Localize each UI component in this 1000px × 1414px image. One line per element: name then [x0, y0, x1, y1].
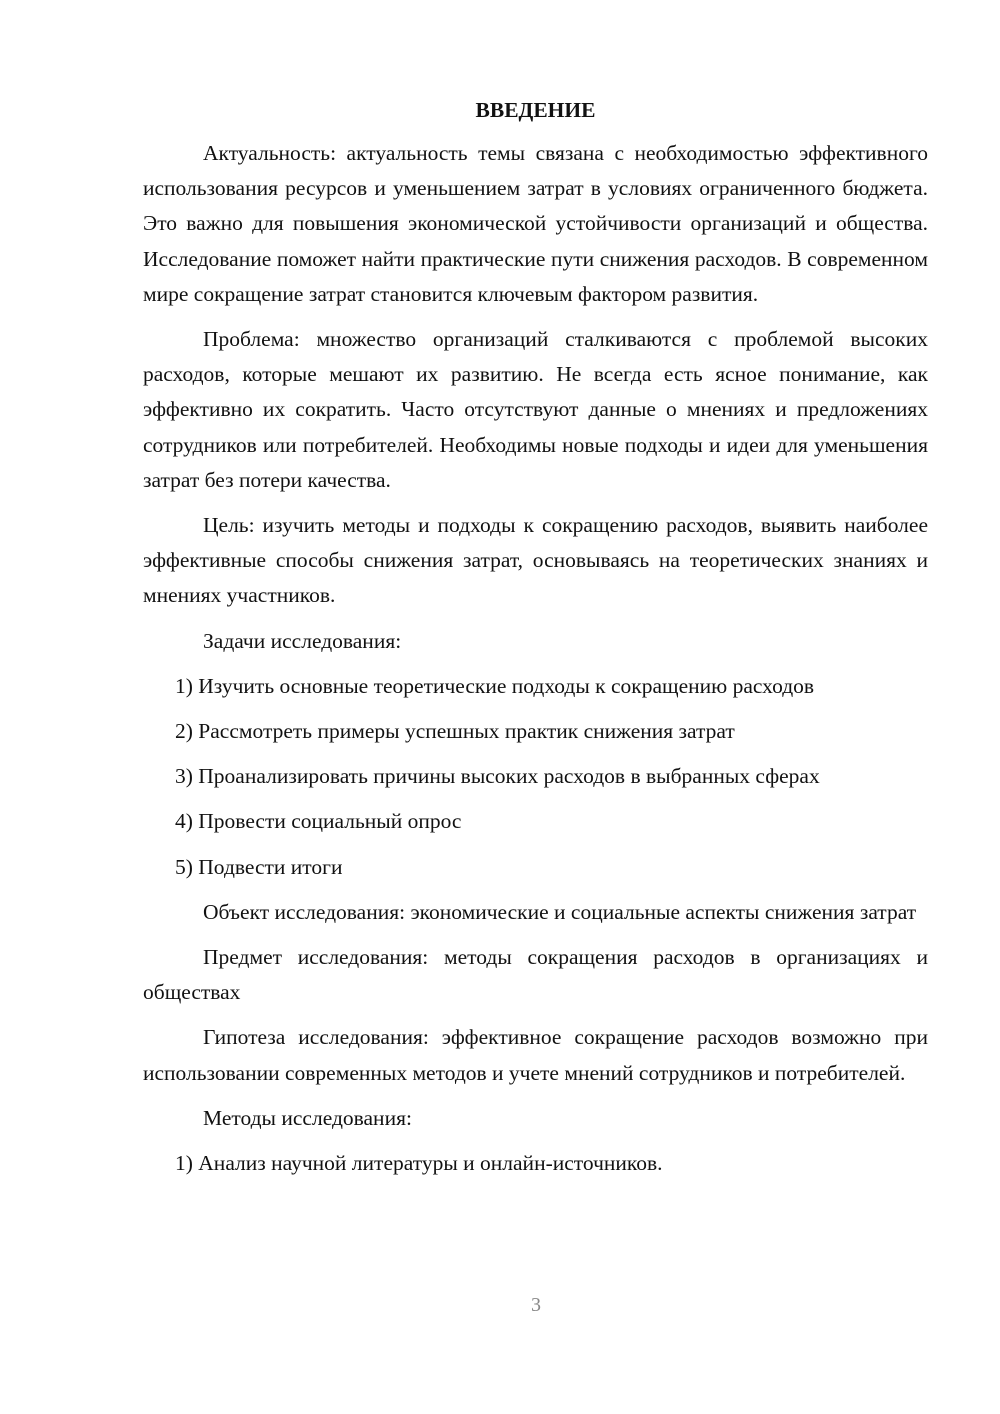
task-item-5: 5) Подвести итоги [175, 854, 343, 879]
methods-title: Методы исследования: [203, 1105, 412, 1130]
section-heading: ВВЕДЕНИЕ [475, 98, 596, 122]
document-body [143, 94, 928, 1191]
page-number: 3 [531, 1294, 541, 1316]
task-item-1: 1) Изучить основные теоретические подходы к сокращению расходов [175, 673, 815, 698]
method-item-1: 1) Анализ научной литературы и онлайн-источников. [175, 1151, 663, 1176]
task-item-3: 3) Проанализировать причины высоких расходов в выбранных сферах [175, 764, 820, 789]
goal-paragraph: Цель: изучить методы и подходы к сокращению расходов, выявить наиболее эффективные способы снижения затрат, основываясь на теоретических знаниях и мнениях участников. [143, 513, 928, 608]
problem-paragraph: Проблема: множество организаций сталкиваются с проблемой высоких расходов, которые мешают их развитию. Не всегда есть ясное понимание, как эффективно их сократить. Часто отсутствуют данные о мнениях и предложениях сотрудников или потребителей. Необходимы новые подходы и идеи для уменьшения затрат без потери качества. [143, 327, 928, 492]
task-item-2: 2) Рассмотреть примеры успешных практик снижения затрат [175, 719, 735, 744]
subject-paragraph: Предмет исследования: методы сокращения расходов в организациях и обществах [143, 945, 928, 1005]
hypothesis-paragraph: Гипотеза исследования: эффективное сокращение расходов возможно при использовании современных методов и учете мнений сотрудников и потребителей. [143, 1025, 928, 1085]
object-paragraph: Объект исследования: экономические и социальные аспекты снижения затрат [203, 899, 917, 924]
relevance-paragraph: Актуальность: актуальность темы связана с необходимостью эффективного использования ресурсов и уменьшением затрат в условиях ограниченного бюджета. Это важно для повышения экономической устойчивости организаций и общества. Исследование поможет найти практические пути снижения расходов. В современном мире сокращение затрат становится ключевым фактором развития. [143, 141, 928, 306]
tasks-title: Задачи исследования: [203, 628, 402, 653]
task-item-4: 4) Провести социальный опрос [175, 809, 462, 834]
